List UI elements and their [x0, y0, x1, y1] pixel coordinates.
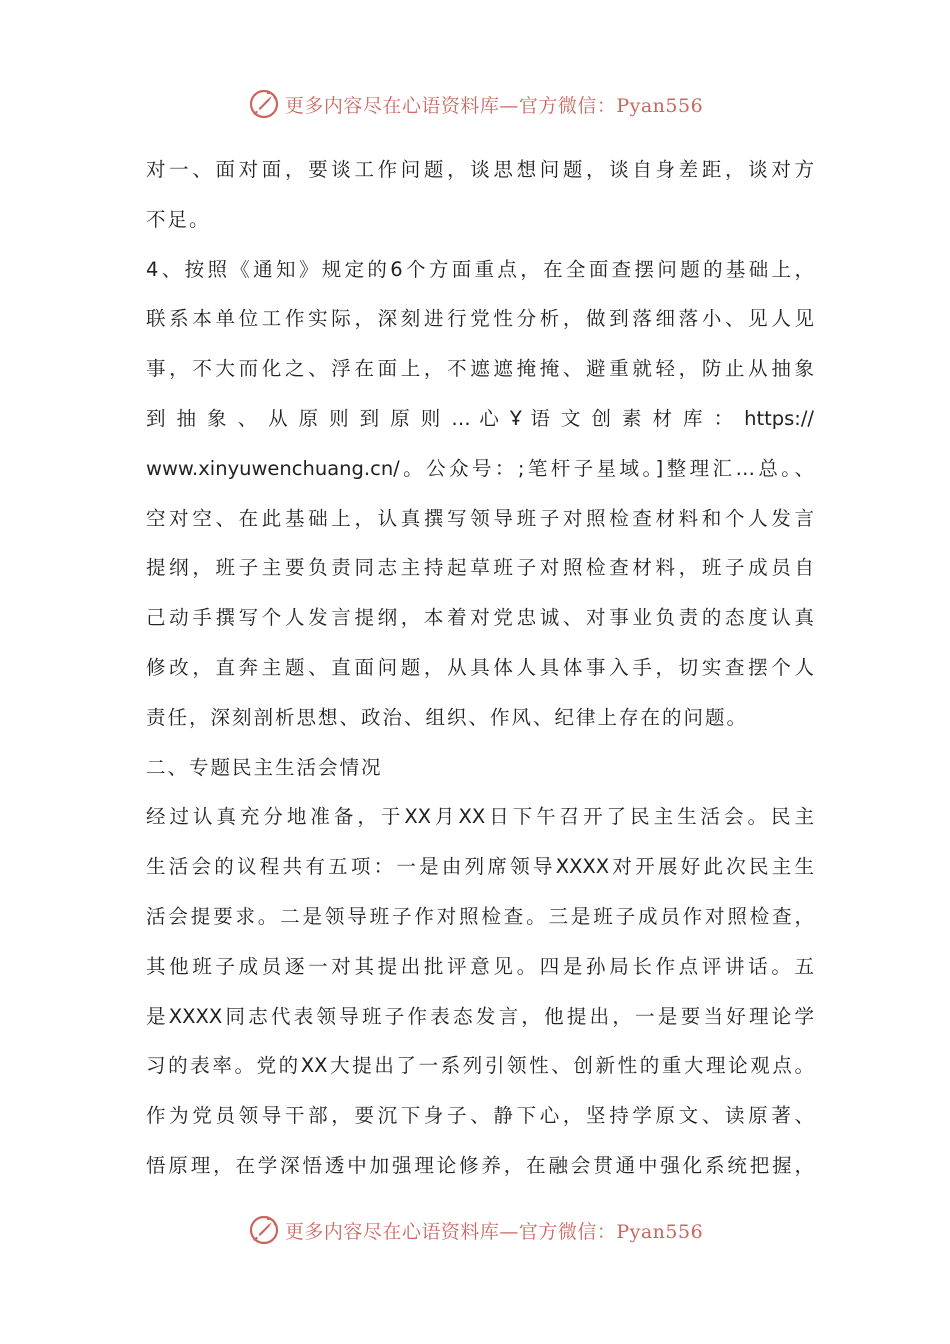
body-line: 对一、面对面，要谈工作问题，谈思想问题，谈自身差距，谈对方	[146, 158, 814, 181]
body-line: 作为党员领导干部，要沉下身子、静下心，坚持学原文、读原著、	[146, 1104, 814, 1128]
body-line: 到 抽 象 、 从 原 则 到 原 则 … 心 Ұ 语 文 创 素 材 库 ： https://	[146, 406, 814, 430]
body-line: 经过认真充分地准备，于XX月XX日下午召开了民主生活会。民主	[146, 805, 814, 829]
body-line: 修改，直奔主题、直面问题，从具体人具体事入手，切实查摆个人	[146, 655, 814, 679]
body-line: 4、按照《通知》规定的6个方面重点，在全面查摆问题的基础上，	[146, 257, 814, 281]
pen-nib-icon	[247, 87, 281, 121]
body-line: 不足。	[146, 207, 211, 231]
body-line: 联系本单位工作实际，深刻进行党性分析，做到落细落小、见人见	[146, 307, 814, 331]
body-line: 习的表率。党的XX大提出了一系列引领性、创新性的重大理论观点。	[146, 1054, 814, 1078]
header-banner	[0, 84, 950, 124]
body-line: 责任，深刻剖析思想、政治、组织、作风、纪律上存在的问题。	[146, 705, 749, 729]
footer-banner	[0, 1210, 950, 1250]
section-heading: 二、专题民主生活会情况	[146, 755, 383, 779]
body-line: 悟原理，在学深悟透中加强理论修养，在融会贯通中强化系统把握，	[146, 1153, 814, 1177]
pen-nib-icon	[247, 1213, 281, 1247]
body-line: 生活会的议程共有五项：一是由列席领导XXXX对开展好此次民主生	[146, 855, 814, 879]
body-line: 其他班子成员逐一对其提出批评意见。四是孙局长作点评讲话。五	[146, 954, 814, 978]
body-line: 事，不大而化之、浮在面上，不遮遮掩掩、避重就轻，防止从抽象	[146, 357, 814, 381]
document-body	[146, 150, 814, 1196]
body-line: 空对空、在此基础上，认真撰写领导班子对照检查材料和个人发言	[146, 506, 814, 530]
body-line: 提纲，班子主要负责同志主持起草班子对照检查材料，班子成员自	[146, 556, 814, 580]
header-banner-text: 更多内容尽在心语资料库—官方微信：Pyan556	[284, 94, 704, 117]
body-line: 是XXXX同志代表领导班子作表态发言，他提出，一是要当好理论学	[146, 1004, 814, 1028]
body-line: www.xinyuwenchuang.cn/。公众号：;笔杆子星域。]整理汇…总。、	[146, 456, 814, 480]
body-line: 活会提要求。二是领导班子作对照检查。三是班子成员作对照检查，	[146, 904, 814, 928]
footer-banner-text: 更多内容尽在心语资料库—官方微信：Pyan556	[284, 1220, 704, 1243]
body-line: 己动手撰写个人发言提纲，本着对党忠诚、对事业负责的态度认真	[146, 606, 814, 630]
